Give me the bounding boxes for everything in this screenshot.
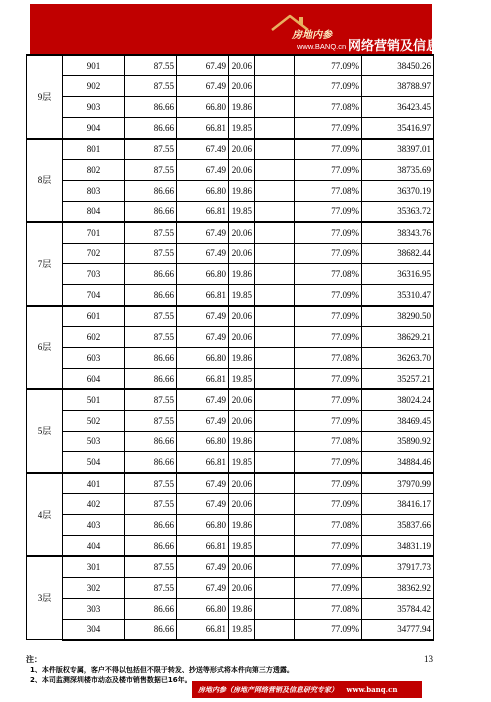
unit-number: 804	[63, 201, 125, 222]
unit-price: 38450.26	[362, 55, 434, 76]
unit-price: 38416.17	[362, 494, 434, 515]
gap-cell	[255, 598, 295, 619]
efficiency-rate: 77.09%	[295, 222, 362, 243]
shared-area: 19.85	[229, 285, 255, 306]
shared-area: 20.06	[229, 327, 255, 348]
unit-price: 35310.47	[362, 285, 434, 306]
unit-price: 35837.66	[362, 515, 434, 536]
inner-area: 67.49	[177, 306, 229, 327]
brand-url: www.BANQ.cn	[297, 42, 347, 51]
inner-area: 67.49	[177, 389, 229, 410]
floor-label: 9层	[27, 55, 63, 139]
unit-number: 302	[63, 577, 125, 598]
table-row	[27, 306, 434, 327]
unit-number: 602	[63, 327, 125, 348]
unit-price: 36423.45	[362, 97, 434, 118]
table-row	[27, 577, 434, 598]
table-row	[27, 619, 434, 640]
shared-area: 20.06	[229, 243, 255, 264]
shared-area: 20.06	[229, 55, 255, 76]
efficiency-rate: 77.09%	[295, 306, 362, 327]
efficiency-rate: 77.09%	[295, 368, 362, 389]
build-area: 87.55	[125, 222, 177, 243]
unit-price: 38788.97	[362, 76, 434, 97]
shared-area: 20.06	[229, 410, 255, 431]
shared-area: 20.06	[229, 306, 255, 327]
gap-cell	[255, 97, 295, 118]
gap-cell	[255, 410, 295, 431]
inner-area: 67.49	[177, 55, 229, 76]
header-banner	[30, 4, 491, 56]
build-area: 86.66	[125, 598, 177, 619]
note-line-1: 1、本件版权专属，客户不得以包括但不限于转发、抄送等形式将本件向第三方透露。	[30, 666, 294, 674]
unit-price: 35890.92	[362, 431, 434, 452]
header-slogan: 网络营销及信息研究专家	[348, 39, 491, 54]
table-row	[27, 389, 434, 410]
build-area: 87.55	[125, 473, 177, 494]
table-row	[27, 410, 434, 431]
shared-area: 20.06	[229, 76, 255, 97]
inner-area: 66.80	[177, 431, 229, 452]
gap-cell	[255, 180, 295, 201]
floor-label: 7层	[27, 222, 63, 306]
unit-price: 34831.19	[362, 535, 434, 556]
inner-area: 67.49	[177, 556, 229, 577]
inner-area: 67.49	[177, 410, 229, 431]
inner-area: 66.81	[177, 535, 229, 556]
shared-area: 20.06	[229, 577, 255, 598]
shared-area: 19.85	[229, 368, 255, 389]
build-area: 86.66	[125, 619, 177, 640]
unit-number: 803	[63, 180, 125, 201]
floor-label: 4层	[27, 473, 63, 557]
gap-cell	[255, 118, 295, 139]
shared-area: 19.85	[229, 535, 255, 556]
inner-area: 67.49	[177, 159, 229, 180]
efficiency-rate: 77.09%	[295, 201, 362, 222]
floor-label: 5层	[27, 389, 63, 473]
efficiency-rate: 77.08%	[295, 180, 362, 201]
efficiency-rate: 77.08%	[295, 97, 362, 118]
table-row	[27, 55, 434, 76]
unit-price: 35363.72	[362, 201, 434, 222]
unit-price: 38735.69	[362, 159, 434, 180]
unit-price: 34777.94	[362, 619, 434, 640]
floor-label: 8层	[27, 139, 63, 223]
table-row	[27, 118, 434, 139]
efficiency-rate: 77.09%	[295, 556, 362, 577]
efficiency-rate: 77.08%	[295, 515, 362, 536]
efficiency-rate: 77.08%	[295, 598, 362, 619]
gap-cell	[255, 327, 295, 348]
inner-area: 66.81	[177, 285, 229, 306]
efficiency-rate: 77.08%	[295, 264, 362, 285]
table-row	[27, 556, 434, 577]
shared-area: 19.86	[229, 431, 255, 452]
inner-area: 66.80	[177, 515, 229, 536]
unit-price: 38290.50	[362, 306, 434, 327]
unit-number: 703	[63, 264, 125, 285]
build-area: 87.55	[125, 577, 177, 598]
gap-cell	[255, 306, 295, 327]
build-area: 87.55	[125, 556, 177, 577]
table-row	[27, 243, 434, 264]
table-row	[27, 431, 434, 452]
build-area: 86.66	[125, 347, 177, 368]
build-area: 87.55	[125, 159, 177, 180]
inner-area: 67.49	[177, 139, 229, 160]
unit-number: 903	[63, 97, 125, 118]
build-area: 86.66	[125, 118, 177, 139]
inner-area: 66.80	[177, 264, 229, 285]
table-row	[27, 180, 434, 201]
build-area: 86.66	[125, 452, 177, 473]
unit-number: 901	[63, 55, 125, 76]
table-row	[27, 452, 434, 473]
gap-cell	[255, 577, 295, 598]
table-row	[27, 139, 434, 160]
unit-price: 34884.46	[362, 452, 434, 473]
unit-price: 38469.45	[362, 410, 434, 431]
efficiency-rate: 77.09%	[295, 452, 362, 473]
table-row	[27, 222, 434, 243]
table-row	[27, 76, 434, 97]
inner-area: 67.49	[177, 222, 229, 243]
efficiency-rate: 77.08%	[295, 431, 362, 452]
unit-number: 601	[63, 306, 125, 327]
shared-area: 19.85	[229, 118, 255, 139]
unit-price: 36370.19	[362, 180, 434, 201]
table-row	[27, 368, 434, 389]
shared-area: 19.86	[229, 515, 255, 536]
build-area: 86.66	[125, 97, 177, 118]
gap-cell	[255, 347, 295, 368]
shared-area: 20.06	[229, 222, 255, 243]
gap-cell	[255, 619, 295, 640]
build-area: 86.66	[125, 515, 177, 536]
unit-number: 704	[63, 285, 125, 306]
build-area: 87.55	[125, 76, 177, 97]
inner-area: 66.80	[177, 97, 229, 118]
unit-number: 902	[63, 76, 125, 97]
efficiency-rate: 77.09%	[295, 473, 362, 494]
efficiency-rate: 77.09%	[295, 76, 362, 97]
unit-number: 403	[63, 515, 125, 536]
shared-area: 20.06	[229, 556, 255, 577]
inner-area: 67.49	[177, 327, 229, 348]
shared-area: 19.85	[229, 452, 255, 473]
unit-price: 36263.70	[362, 347, 434, 368]
efficiency-rate: 77.09%	[295, 118, 362, 139]
inner-area: 67.49	[177, 243, 229, 264]
efficiency-rate: 77.09%	[295, 494, 362, 515]
unit-number: 603	[63, 347, 125, 368]
gap-cell	[255, 285, 295, 306]
unit-number: 303	[63, 598, 125, 619]
unit-number: 404	[63, 535, 125, 556]
build-area: 86.66	[125, 264, 177, 285]
efficiency-rate: 77.09%	[295, 243, 362, 264]
shared-area: 19.86	[229, 97, 255, 118]
shared-area: 19.85	[229, 619, 255, 640]
table-row	[27, 327, 434, 348]
efficiency-rate: 77.08%	[295, 347, 362, 368]
efficiency-rate: 77.09%	[295, 410, 362, 431]
inner-area: 66.81	[177, 619, 229, 640]
gap-cell	[255, 368, 295, 389]
unit-number: 701	[63, 222, 125, 243]
gap-cell	[255, 494, 295, 515]
shared-area: 19.86	[229, 598, 255, 619]
gap-cell	[255, 264, 295, 285]
unit-price: 38629.21	[362, 327, 434, 348]
shared-area: 20.06	[229, 139, 255, 160]
footer-text: 房地内参（房地产网络营销及信息研究专家）	[198, 685, 338, 694]
build-area: 86.66	[125, 285, 177, 306]
build-area: 87.55	[125, 306, 177, 327]
efficiency-rate: 77.09%	[295, 55, 362, 76]
unit-number: 304	[63, 619, 125, 640]
inner-area: 66.81	[177, 118, 229, 139]
unit-price: 35416.97	[362, 118, 434, 139]
unit-number: 504	[63, 452, 125, 473]
shared-area: 19.86	[229, 347, 255, 368]
gap-cell	[255, 201, 295, 222]
inner-area: 67.49	[177, 577, 229, 598]
build-area: 87.55	[125, 389, 177, 410]
build-area: 87.55	[125, 494, 177, 515]
inner-area: 67.49	[177, 473, 229, 494]
table-row	[27, 97, 434, 118]
footer-bar	[192, 681, 422, 698]
unit-price: 38343.76	[362, 222, 434, 243]
gap-cell	[255, 389, 295, 410]
efficiency-rate: 77.09%	[295, 619, 362, 640]
unit-price: 36316.95	[362, 264, 434, 285]
unit-number: 503	[63, 431, 125, 452]
inner-area: 66.81	[177, 201, 229, 222]
unit-number: 904	[63, 118, 125, 139]
inner-area: 66.80	[177, 180, 229, 201]
notes-heading: 注：	[26, 655, 42, 664]
table-row	[27, 494, 434, 515]
unit-number: 301	[63, 556, 125, 577]
unit-number: 801	[63, 139, 125, 160]
gap-cell	[255, 431, 295, 452]
gap-cell	[255, 76, 295, 97]
table-row	[27, 473, 434, 494]
build-area: 86.66	[125, 180, 177, 201]
unit-price: 35784.42	[362, 598, 434, 619]
table-row	[27, 598, 434, 619]
floor-label: 3层	[27, 556, 63, 640]
unit-number: 802	[63, 159, 125, 180]
build-area: 87.55	[125, 55, 177, 76]
build-area: 86.66	[125, 535, 177, 556]
build-area: 87.55	[125, 243, 177, 264]
unit-price: 37970.99	[362, 473, 434, 494]
build-area: 87.55	[125, 410, 177, 431]
efficiency-rate: 77.09%	[295, 577, 362, 598]
efficiency-rate: 77.09%	[295, 535, 362, 556]
build-area: 86.66	[125, 368, 177, 389]
unit-price-table	[26, 54, 434, 641]
table-row	[27, 159, 434, 180]
gap-cell	[255, 452, 295, 473]
shared-area: 20.06	[229, 473, 255, 494]
unit-price: 38024.24	[362, 389, 434, 410]
efficiency-rate: 77.09%	[295, 139, 362, 160]
inner-area: 66.81	[177, 452, 229, 473]
gap-cell	[255, 243, 295, 264]
note-line-2: 2、本司监测深圳楼市动态及楼市销售数据已16年。	[30, 676, 192, 684]
build-area: 87.55	[125, 139, 177, 160]
shared-area: 20.06	[229, 159, 255, 180]
unit-price: 35257.21	[362, 368, 434, 389]
unit-price: 37917.73	[362, 556, 434, 577]
table-row	[27, 347, 434, 368]
unit-number: 702	[63, 243, 125, 264]
unit-number: 401	[63, 473, 125, 494]
gap-cell	[255, 515, 295, 536]
inner-area: 67.49	[177, 494, 229, 515]
unit-number: 402	[63, 494, 125, 515]
unit-price: 38362.92	[362, 577, 434, 598]
shared-area: 19.86	[229, 180, 255, 201]
inner-area: 67.49	[177, 76, 229, 97]
build-area: 86.66	[125, 431, 177, 452]
page-number: 13	[424, 654, 433, 664]
unit-number: 502	[63, 410, 125, 431]
gap-cell	[255, 473, 295, 494]
brand-name: 房地内参	[292, 30, 332, 41]
shared-area: 19.85	[229, 201, 255, 222]
shared-area: 20.06	[229, 494, 255, 515]
efficiency-rate: 77.09%	[295, 327, 362, 348]
inner-area: 66.81	[177, 368, 229, 389]
build-area: 86.66	[125, 201, 177, 222]
table-row	[27, 285, 434, 306]
shared-area: 20.06	[229, 389, 255, 410]
unit-price: 38397.01	[362, 139, 434, 160]
inner-area: 66.80	[177, 347, 229, 368]
gap-cell	[255, 139, 295, 160]
gap-cell	[255, 222, 295, 243]
efficiency-rate: 77.09%	[295, 389, 362, 410]
table-row	[27, 535, 434, 556]
build-area: 87.55	[125, 327, 177, 348]
efficiency-rate: 77.09%	[295, 285, 362, 306]
table-row	[27, 515, 434, 536]
gap-cell	[255, 159, 295, 180]
efficiency-rate: 77.09%	[295, 159, 362, 180]
unit-price: 38682.44	[362, 243, 434, 264]
shared-area: 19.86	[229, 264, 255, 285]
unit-number: 501	[63, 389, 125, 410]
unit-number: 604	[63, 368, 125, 389]
table-row	[27, 264, 434, 285]
gap-cell	[255, 535, 295, 556]
inner-area: 66.80	[177, 598, 229, 619]
floor-label: 6层	[27, 306, 63, 390]
gap-cell	[255, 55, 295, 76]
gap-cell	[255, 556, 295, 577]
table-row	[27, 201, 434, 222]
footer-url: www.banq.cn	[346, 685, 398, 694]
